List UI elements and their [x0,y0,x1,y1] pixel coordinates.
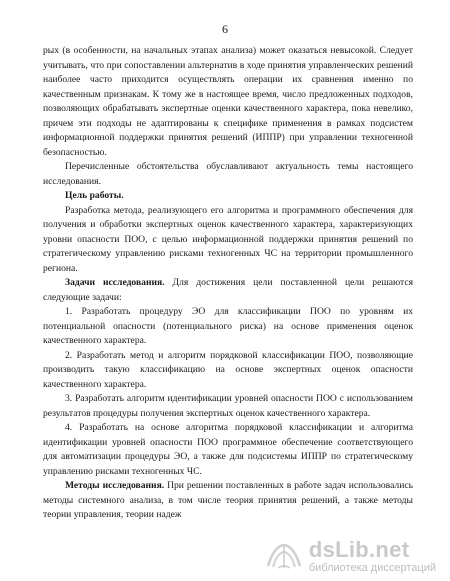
task-item-1: 1. Разработать процедуру ЭО для классификации ПОО по уровням их потенциальной опасности (потенциального риска) на основе применения оценок качественного характера. [43,306,413,346]
heading-methods: Методы исследования. [65,480,165,491]
body-text [43,44,413,523]
heading-tasks: Задачи исследования. [65,277,165,288]
paragraph-relevance: Перечисленные обстоятельства обуславливают актуальность темы настоящего исследования. [43,161,413,187]
tasks-intro-text: Для достижения цели поставленной цели решаются следующие задачи: [43,277,413,303]
task-item-2: 2. Разработать метод и алгоритм порядковой классификации ПОО, позволяющие производить такую классификацию на основе экспертных оценок опасности качественного характера. [43,349,413,390]
watermark-tagline: библиотека диссертаций [308,561,436,574]
paragraph-continuation: рых (в особенности, на начальных этапах анализа) может оказаться невысокой. Следует учитывать, что при сопоставлении альтернатив в ходе принятия управленческих решений наиболее часто приходится осуществлять операции их сравнения именно по качественным признакам. К тому же в настоящее время, число предложенных подходов, позволяющих обрабатывать экспертные оценки качественного характера, пока невелико, причем эти подходы не адаптированы к специфике применения в рамках подсистем информационной поддержки принятия решений (ИППР) при управлении техногенной безопасностью. [43,45,413,158]
paragraph-goal: Разработка метода, реализующего его алгоритма и программного обеспечения для получения и обработки экспертных оценок качественного характера, характеризующих уровни опасности ПОО, с целью информационной поддержки принятия решений по стратегическому управлению рисками техногенных ЧС на территории промышленного региона. [43,204,413,274]
methods-text: При решении поставленных в работе задач использовались методы системного анализа, в том числе теория принятия решений, а также методы теории управления, теории надеж [43,480,413,520]
page-number: 6 [222,22,228,36]
heading-goal: Цель работы. [65,190,124,201]
paragraph-methods [43,479,413,523]
paragraph-tasks-intro [43,276,413,305]
watermark-brand: dsLib.net [308,536,410,562]
task-item-3: 3. Разработать алгоритм идентификации уровней опасности ПОО с использованием результатов процедуры получения экспертных оценок качественного характера. [43,393,413,419]
task-item-4: 4. Разработать на основе алгоритма порядковой классификации и алгоритма идентификации уровней опасности ПОО программное обеспечение соответствующего для автоматизации процедуры ЭО, а также для подсистемы ИППР по стратегическому управлению рисками техногенных ЧС. [43,422,413,477]
books-logo-icon [265,541,303,571]
watermark [265,534,436,578]
